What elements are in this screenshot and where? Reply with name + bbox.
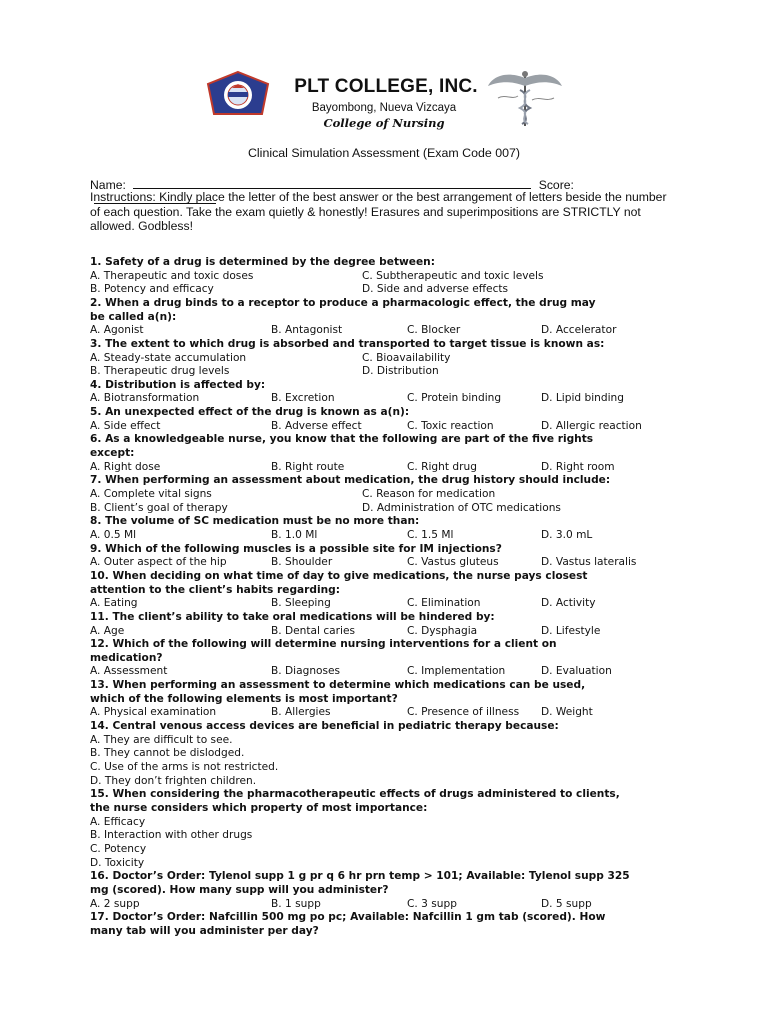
answer-option: D. Evaluation [541,665,612,678]
answer-option: B. Right route [271,460,345,473]
answer-option: B. Dental caries [271,624,355,637]
answer-option: D. Allergic reaction [541,419,642,432]
question-text: 1. Safety of a drug is determined by the degree between: [90,256,435,268]
answer-option: C. Right drug [407,460,477,473]
answer-option: A. 0.5 Ml [90,528,137,541]
question-text: 16. Doctor’s Order: Tylenol supp 1 g pr q 6 hr prn temp > 101; Available: Tylenol supp 325 [90,870,630,883]
answer-option: D. Accelerator [541,324,617,337]
question-text: mg (scored). How many supp will you administer? [90,883,389,896]
option-row [90,461,685,475]
answer-option: D. Right room [541,460,615,473]
question-text: 9. Which of the following muscles is a possible site for IM injections? [90,542,502,555]
answer-option: B. Interaction with other drugs [90,829,253,842]
question-text: be called a(n): [90,310,177,323]
question-text: 15. When considering the pharmacotherapeutic effects of drugs administered to clients, [90,788,620,801]
option-row [90,392,685,406]
answer-option: B. Potency and efficacy [90,283,214,296]
answer-option: A. Physical examination [90,706,217,719]
question-item [90,338,685,379]
question-text: 2. When a drug binds to a receptor to produce a pharmacologic effect, the drug may [90,296,596,309]
name-field[interactable] [133,177,531,189]
answer-option: B. Shoulder [271,556,333,569]
answer-option: B. Excretion [271,392,335,405]
option-row [90,665,685,679]
college-location: Bayombong, Nueva Vizcaya [311,102,457,114]
answer-option: A. Assessment [90,665,168,678]
question-text: 3. The extent to which drug is absorbed and transported to target tissue is known as: [90,337,605,350]
answer-option: C. Dysphagia [407,624,478,637]
option-row [90,270,685,284]
option-row [90,529,685,543]
question-item [90,406,685,433]
question-item [90,474,685,515]
question-text: 17. Doctor’s Order: Nafcillin 500 mg po pc; Available: Nafcillin 1 gm tab (scored). How [90,911,606,924]
answer-option: D. 3.0 mL [541,528,593,541]
question-item [90,720,685,788]
answer-option: D. They don’t frighten children. [90,774,257,787]
answer-option: A. Therapeutic and toxic doses [90,269,254,282]
answer-option: C. 3 supp [407,897,457,910]
answer-option: D. Distribution [362,365,439,378]
answer-option: D. Lifestyle [541,624,601,637]
answer-option: D. Side and adverse effects [362,283,509,296]
answer-option: C. Reason for medication [362,488,496,501]
answer-option: C. Presence of illness [407,706,520,719]
answer-option: A. Outer aspect of the hip [90,556,227,569]
answer-option: A. Eating [90,597,138,610]
answer-option: B. Sleeping [271,597,331,610]
answer-option: D. Weight [541,706,593,719]
answer-option: B. Allergies [271,706,331,719]
answer-option: C. Bioavailability [362,351,451,364]
question-text: medication? [90,651,163,664]
answer-option: C. Potency [90,842,147,855]
question-text: 10. When deciding on what time of day to give medications, the nurse pays closest [90,569,588,582]
answer-option: A. Age [90,624,125,637]
question-item [90,638,685,679]
answer-option: B. Therapeutic drug levels [90,365,230,378]
option-row [90,898,685,912]
option-row [90,502,685,516]
name-label: Name: [90,178,126,192]
answer-option: A. Biotransformation [90,392,200,405]
answer-option: B. 1 supp [271,897,321,910]
answer-option: B. Client’s goal of therapy [90,501,228,514]
question-text: 4. Distribution is affected by: [90,378,266,391]
answer-option: A. Agonist [90,324,144,337]
answer-option: D. Administration of OTC medications [362,501,561,514]
option-row [90,365,685,379]
department-name: College of Nursing [323,116,445,130]
answer-option: A. Efficacy [90,815,146,828]
question-text: 11. The client’s ability to take oral medications will be hindered by: [90,610,495,623]
question-item [90,297,685,338]
answer-option: B. Adverse effect [271,419,362,432]
question-item [90,570,685,611]
answer-option: B. Antagonist [271,324,343,337]
option-row [90,324,685,338]
answer-option: C. Implementation [407,665,506,678]
question-text: 13. When performing an assessment to determine which medications can be used, [90,679,586,692]
question-item [90,379,685,406]
instructions: Instructions: Kindly place the letter of the best answer or the best arrangement of letters beside the number of each question. Take the exam quietly & honestly! Erasures and superimpositions are STRICTLY not allowed. Godbless! [90,190,667,234]
option-row [90,556,685,570]
answer-option: C. Protein binding [407,392,502,405]
question-text: the nurse considers which property of most importance: [90,802,428,814]
option-row [90,420,685,434]
option-row [90,706,685,720]
answer-option: C. Elimination [407,597,481,610]
answer-option: A. Complete vital signs [90,488,212,501]
answer-option: A. 2 supp [90,897,140,910]
question-item [90,679,685,720]
college-seal-logo [204,70,272,120]
answer-option: D. 5 supp [541,897,592,910]
exam-title: Clinical Simulation Assessment (Exam Code 007) [247,146,521,160]
score-label: Score: [538,178,574,192]
question-item [90,433,685,474]
option-row [90,597,685,611]
question-text: which of the following elements is most important? [90,692,398,705]
letterhead [0,62,768,132]
question-text: 7. When performing an assessment about medication, the drug history should include: [90,474,611,487]
answer-option: C. 1.5 Ml [407,528,454,541]
answer-option: B. They cannot be dislodged. [90,747,245,760]
answer-option: A. Steady-state accumulation [90,351,247,364]
question-text: many tab will you administer per day? [90,924,319,937]
question-item [90,870,685,911]
answer-option: A. Right dose [90,460,161,473]
answer-option: D. Activity [541,597,596,610]
question-text: 12. Which of the following will determine nursing interventions for a client on [90,638,557,651]
nursing-caduceus-logo [484,68,566,128]
option-row [90,488,685,502]
answer-option: A. Side effect [90,419,161,432]
answer-option: B. Diagnoses [271,665,341,678]
question-item [90,611,685,638]
question-item [90,911,685,938]
answer-option: C. Blocker [407,324,461,337]
question-text: 8. The volume of SC medication must be no more than: [90,515,420,528]
answer-option: B. 1.0 Ml [271,528,318,541]
answer-option: C. Use of the arms is not restricted. [90,761,279,774]
answer-option: D. Toxicity [90,856,145,869]
question-item [90,543,685,570]
answer-option: C. Toxic reaction [407,419,494,432]
question-text: 5. An unexpected effect of the drug is known as a(n): [90,406,410,419]
option-row [90,283,685,297]
question-item [90,788,685,870]
answer-option: D. Lipid binding [541,392,624,405]
question-text: 14. Central venous access devices are beneficial in pediatric therapy because: [90,720,559,733]
option-row [90,625,685,639]
college-name: PLT COLLEGE, INC. [294,76,478,97]
question-item [90,515,685,542]
question-text: 6. As a knowledgeable nurse, you know that the following are part of the five rights [90,433,594,446]
question-text: except: [90,447,135,460]
answer-option: A. They are difficult to see. [90,733,233,746]
question-item [90,256,685,297]
question-text: attention to the client’s habits regarding: [90,583,340,596]
option-row [90,352,685,366]
answer-option: C. Subtherapeutic and toxic levels [362,269,544,282]
answer-option: C. Vastus gluteus [407,556,499,569]
question-list [90,256,685,939]
answer-option: D. Vastus lateralis [541,556,637,569]
